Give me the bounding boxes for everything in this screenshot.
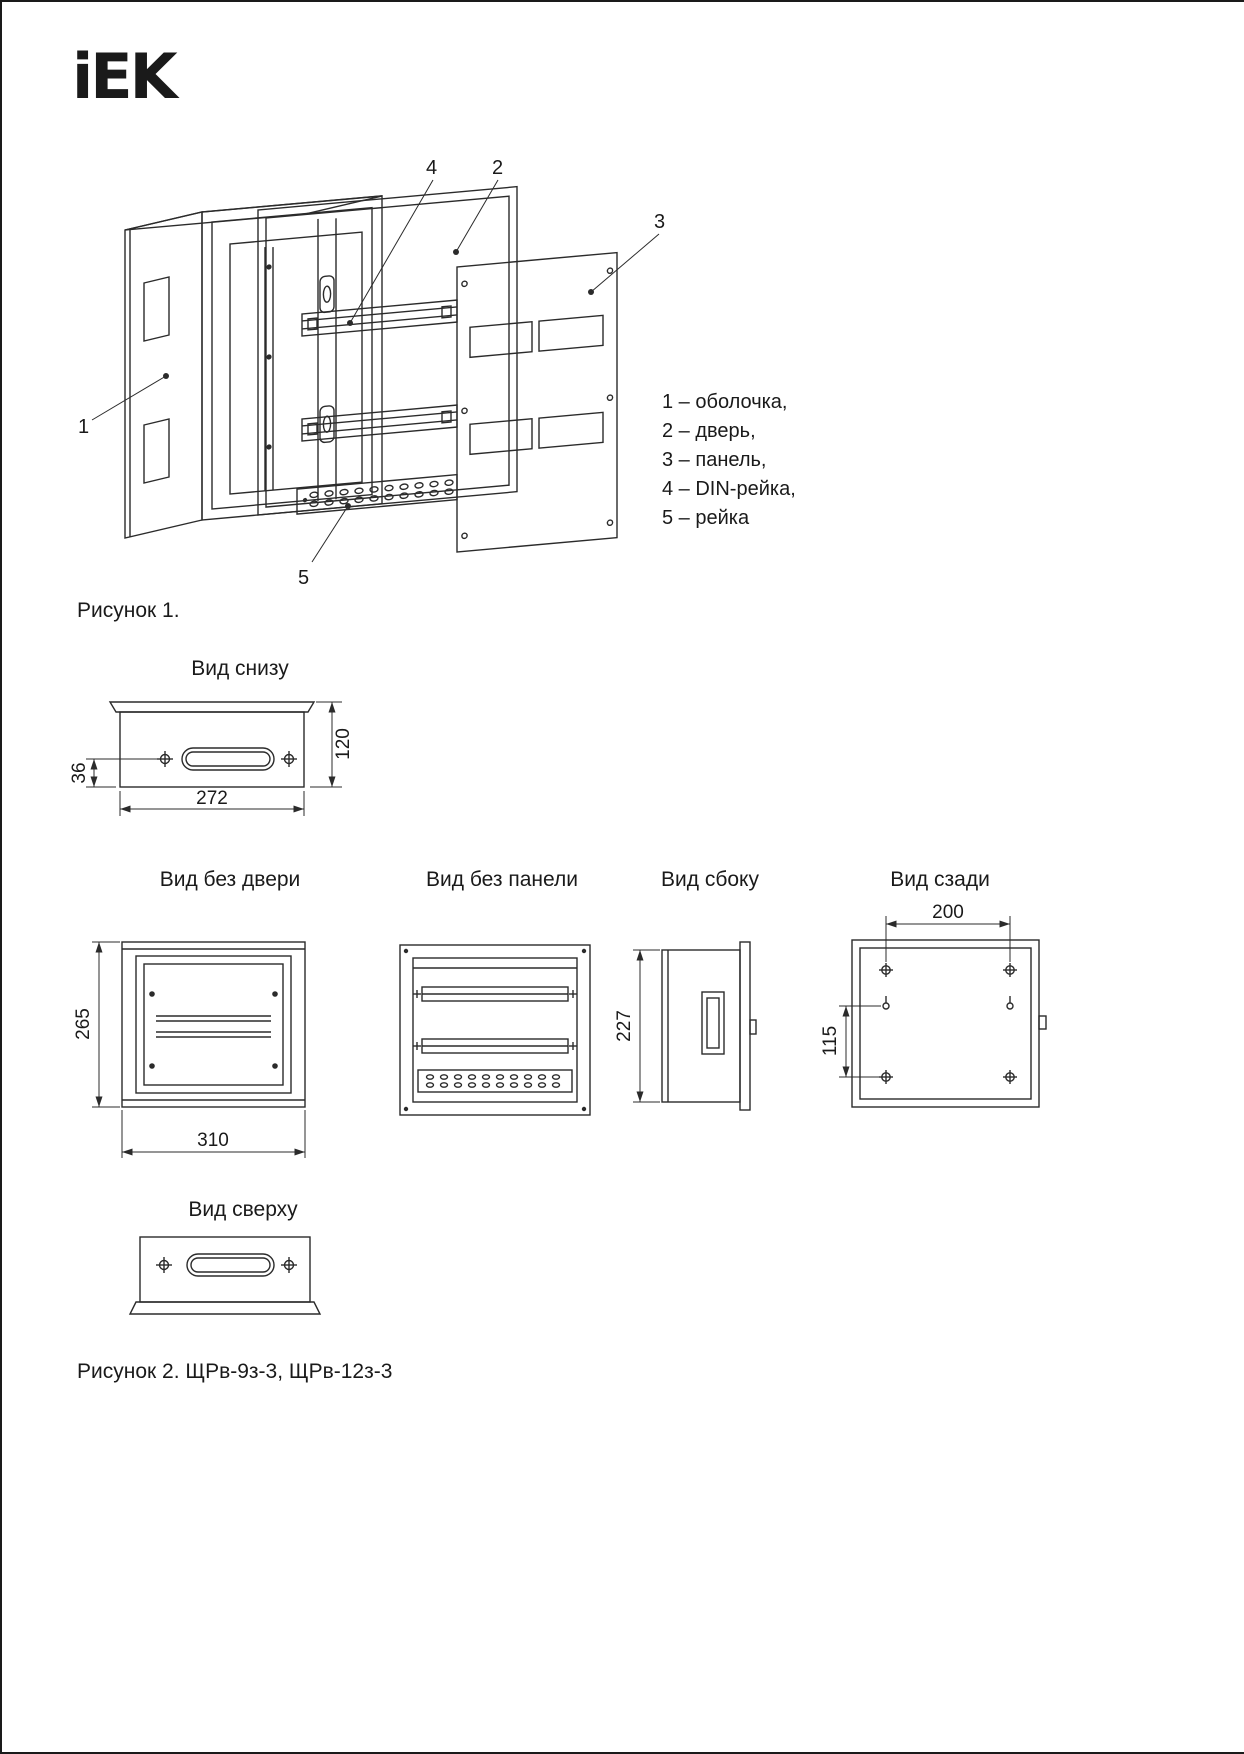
legend-item-din-rail: 4 – DIN-рейка, [662, 478, 796, 500]
rear-dim-height: 115 [820, 1025, 841, 1057]
view-no-door-drawing [72, 932, 354, 1172]
brand-logo: iEK [72, 40, 175, 113]
view-title-no-door: Вид без двери [159, 868, 301, 891]
callout-label-panel: 3 [654, 211, 666, 233]
view-title-rear: Вид сзади [890, 868, 990, 891]
bottom-view-outline [110, 702, 314, 787]
no-door-view-dimension-lines [92, 942, 305, 1158]
side-view-dimension-lines [633, 950, 660, 1102]
figure1-caption: Рисунок 1. [77, 599, 180, 622]
view-top-drawing [114, 1230, 344, 1330]
callout-label-rail: 5 [298, 567, 310, 589]
din-rail-1-drawing [302, 300, 457, 336]
view-title-no-panel: Вид без панели [426, 868, 578, 891]
rear-dim-width: 200 [932, 902, 964, 923]
bottom-dim-height: 120 [333, 728, 354, 760]
figure1-exploded-drawing [62, 152, 782, 622]
legend-item-rail: 5 – рейка [662, 507, 750, 529]
rear-view-outline [852, 940, 1046, 1107]
perforated-rail-drawing [297, 475, 457, 514]
legend-item-door: 2 – дверь, [662, 420, 756, 442]
view-title-top: Вид сверху [188, 1198, 298, 1221]
mounting-panel-drawing [457, 253, 617, 552]
bottom-dim-slot: 36 [69, 762, 90, 784]
no-door-dim-height: 265 [73, 1008, 94, 1040]
door-drawing [258, 187, 517, 515]
figure1-legend [662, 388, 796, 533]
callout-label-din-rail: 4 [426, 157, 438, 179]
enclosure-shell-drawing [125, 196, 382, 538]
side-dim-height: 227 [614, 1010, 635, 1042]
view-title-side: Вид сбоку [661, 868, 759, 891]
view-side-drawing [612, 932, 767, 1137]
bottom-dim-width: 272 [196, 788, 228, 809]
view-bottom-drawing [64, 692, 364, 822]
figure2-caption: Рисунок 2. ЩРв-9з-3, ЩРв-12з-3 [77, 1360, 393, 1383]
side-view-outline [662, 942, 756, 1110]
no-door-view-outline [122, 942, 305, 1107]
view-no-panel-drawing [392, 932, 602, 1132]
no-door-dim-width: 310 [197, 1130, 229, 1151]
legend-item-panel: 3 – панель, [662, 449, 767, 471]
callout-label-shell: 1 [78, 416, 90, 438]
view-rear-drawing [818, 900, 1058, 1125]
no-panel-view-outline [400, 945, 590, 1115]
callout-label-door: 2 [492, 157, 504, 179]
top-view-outline [130, 1237, 320, 1314]
view-title-bottom: Вид снизу [191, 657, 289, 680]
figure1-callout-dots [163, 249, 594, 509]
legend-item-shell: 1 – оболочка, [662, 391, 788, 413]
din-rail-2-drawing [302, 405, 457, 441]
